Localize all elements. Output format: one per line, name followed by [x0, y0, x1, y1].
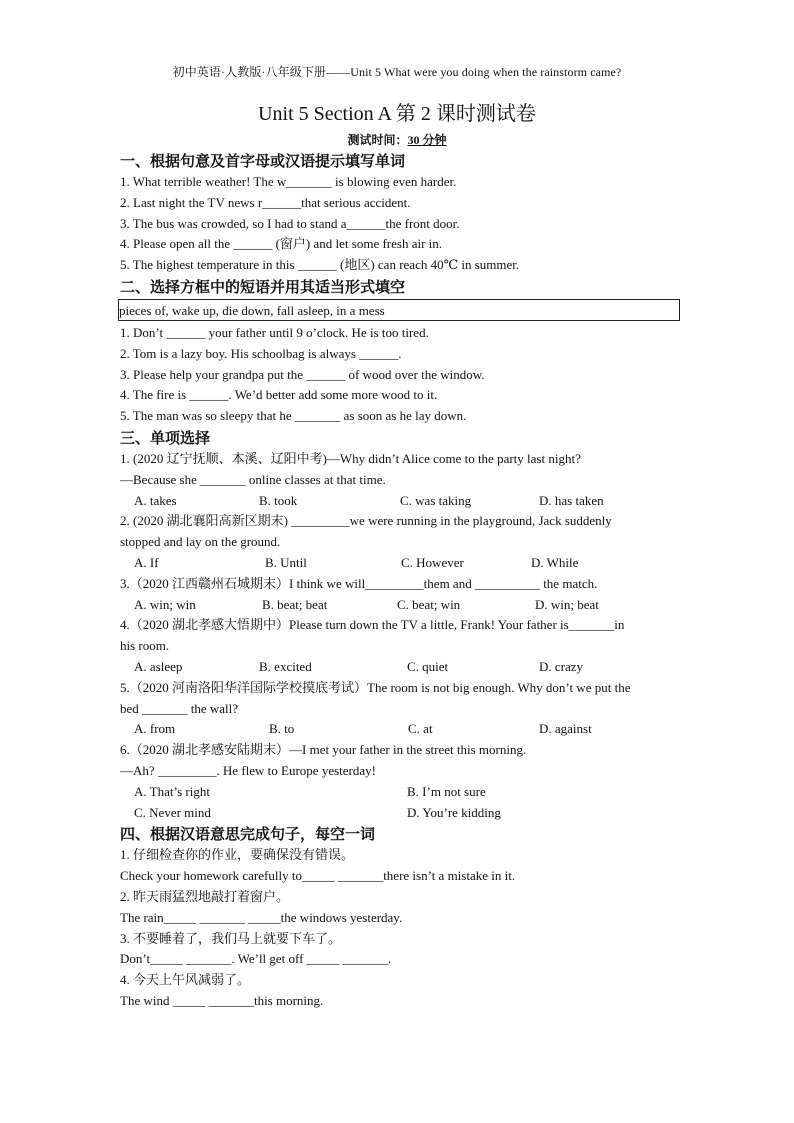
- s2-item-2: 2. Tom is a lazy boy. His schoolbag is always ______.: [120, 345, 402, 361]
- q3-option-b: B. beat; beat: [262, 596, 328, 612]
- q5-options: [120, 719, 685, 740]
- q4-option-b: B. excited: [259, 658, 312, 674]
- q3-option-d: D. win; beat: [535, 596, 599, 612]
- q6-stem: 6.（2020 湖北孝感安陆期末）—I met your father in the street this morning.: [120, 742, 527, 758]
- page-title: Unit 5 Section A 第 2 课时测试卷: [258, 103, 536, 125]
- s4-sentence-3: Don’t_____ _______. We’ll get off _____ _______.: [120, 951, 392, 967]
- s4-prompt-4: 4. 今天上午风减弱了。: [120, 972, 251, 988]
- q1-option-a: A. takes: [134, 492, 177, 508]
- q5-option-a: A. from: [134, 721, 176, 737]
- q3-option-a: A. win; win: [134, 596, 196, 612]
- q4-option-d: D. crazy: [539, 658, 584, 674]
- worksheet-content: [120, 150, 685, 1012]
- test-time-label: 测试时间：: [347, 133, 408, 147]
- q1-stem: 1. (2020 辽宁抚顺、本溪、辽阳中考)—Why didn’t Alice come to the party last night?: [120, 450, 581, 466]
- q1-stem-2: —Because she _______ online classes at that time.: [120, 471, 386, 487]
- q6-option-a: A. That’s right: [134, 783, 210, 799]
- s1-item-4: 4. Please open all the ______ (窗户) and let some fresh air in.: [120, 236, 443, 252]
- q4-option-c: C. quiet: [407, 658, 449, 674]
- test-time-value: 30 分钟: [407, 133, 447, 147]
- q6-options-row-1: [120, 782, 685, 803]
- q3-stem: 3.（2020 江西赣州石城期末）I think we will_________them and __________ the match.: [120, 575, 598, 591]
- page-header: 初中英语·人教版·八年级下册——Unit 5 What were you doing when the rainstorm came?: [172, 65, 622, 79]
- q4-option-a: A. asleep: [134, 658, 183, 674]
- q5-option-c: C. at: [408, 721, 433, 737]
- section-1-heading: 一、根据句意及首字母或汉语提示填写单词: [120, 152, 406, 170]
- q4-stem-2: his room.: [120, 638, 170, 654]
- q5-stem-2: bed _______ the wall?: [120, 700, 239, 716]
- q6-option-d: D. You’re kidding: [407, 804, 501, 820]
- s2-item-4: 4. The fire is ______. We’d better add some more wood to it.: [120, 387, 438, 403]
- s4-sentence-4: The wind _____ _______this morning.: [120, 992, 324, 1008]
- s2-item-1: 1. Don’t ______ your father until 9 o’clock. He is too tired.: [120, 324, 429, 340]
- test-time: [0, 131, 794, 148]
- q2-option-c: C. However: [401, 554, 464, 570]
- q6-option-b: B. I’m not sure: [407, 783, 486, 799]
- q2-stem-2: stopped and lay on the ground.: [120, 534, 281, 550]
- s1-item-3: 3. The bus was crowded, so I had to stand a______the front door.: [120, 215, 460, 231]
- q1-options: [120, 491, 685, 512]
- q4-options: [120, 657, 685, 678]
- q5-stem: 5.（2020 河南洛阳华洋国际学校摸底考试）The room is not big enough. Why don’t we put the: [120, 679, 631, 695]
- section-4-heading: 四、根据汉语意思完成句子，每空一词: [120, 825, 376, 844]
- q2-stem: 2. (2020 湖北襄阳高新区期末) _________we were running in the playground, Jack suddenly: [120, 513, 612, 529]
- s4-prompt-3: 3. 不要睡着了，我们马上就要下车了。: [120, 930, 342, 946]
- phrase-box: pieces of, wake up, die down, fall asleep, in a mess: [118, 299, 680, 321]
- s1-item-1: 1. What terrible weather! The w_______ is blowing even harder.: [120, 174, 457, 189]
- q6-stem-2: —Ah? _________. He flew to Europe yesterday!: [120, 762, 376, 778]
- q1-option-b: B. took: [259, 492, 298, 508]
- q6-options-row-2: [120, 803, 685, 824]
- q5-option-d: D. against: [539, 721, 592, 737]
- q1-option-d: D. has taken: [539, 492, 604, 508]
- s4-sentence-1: Check your homework carefully to_____ _______there isn’t a mistake in it.: [120, 868, 516, 884]
- s1-item-5: 5. The highest temperature in this ______ (地区) can reach 40℃ in summer.: [120, 257, 520, 273]
- q5-option-b: B. to: [269, 721, 295, 737]
- q4-stem: 4.（2020 湖北孝感大悟期中）Please turn down the TV a little, Frank! Your father is_______in: [120, 617, 625, 633]
- s2-item-3: 3. Please help your grandpa put the ______ of wood over the window.: [120, 366, 485, 382]
- q2-option-a: A. If: [134, 554, 159, 570]
- q2-option-b: B. Until: [265, 554, 307, 570]
- s2-item-5: 5. The man was so sleepy that he _______ as soon as he lay down.: [120, 408, 467, 424]
- q2-options: [120, 553, 685, 574]
- q6-option-c: C. Never mind: [134, 804, 211, 820]
- s4-prompt-1: 1. 仔细检查你的作业，要确保没有错误。: [120, 847, 355, 863]
- section-3-heading: 三、单项选择: [120, 428, 211, 447]
- s4-sentence-2: The rain_____ _______ _____the windows yesterday.: [120, 909, 403, 925]
- section-2-heading: 二、选择方框中的短语并用其适当形式填空: [120, 277, 406, 296]
- q2-option-d: D. While: [531, 554, 579, 570]
- q1-option-c: C. was taking: [400, 492, 472, 508]
- s1-item-2: 2. Last night the TV news r______that serious accident.: [120, 194, 411, 210]
- q3-option-c: C. beat; win: [397, 596, 461, 612]
- s4-prompt-2: 2. 昨天雨猛烈地敲打着窗户。: [120, 888, 290, 904]
- q3-options: [120, 595, 685, 616]
